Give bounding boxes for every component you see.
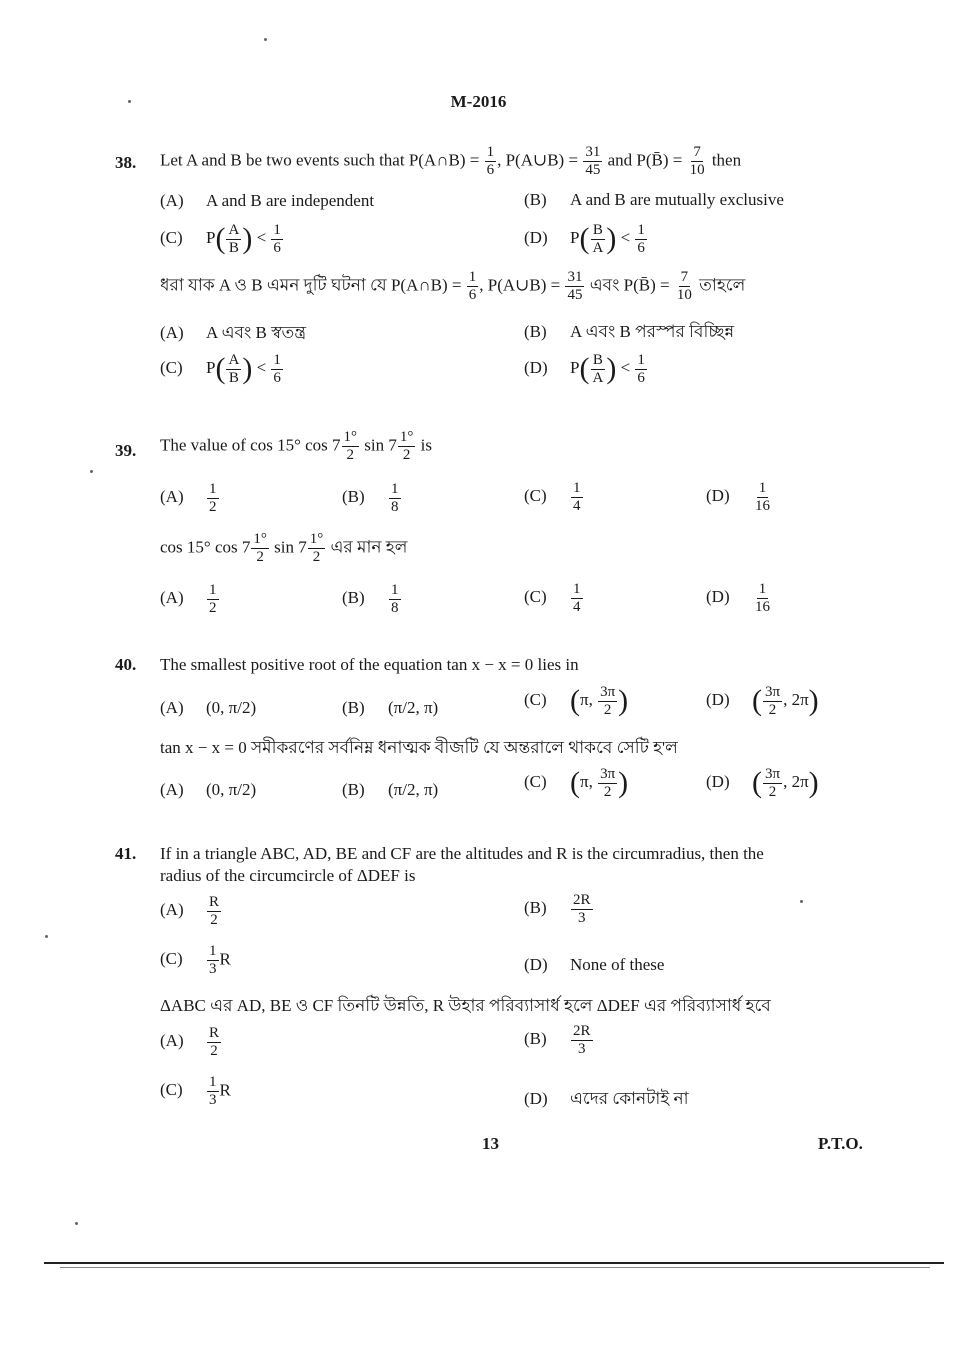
option-b: (B) A and B are mutually exclusive [524,190,784,209]
option-a: (A) A and B are independent [160,191,375,210]
question-38-text-bn: ধরা যাক A ও B এমন দুটি ঘটনা যে P(A∩B) = $\frac{1}{6}$ , P(A∪B) = $\frac{31}{45}$ এবং P(B̄) = $\frac{7}{10}$ তাহলে [160,269,746,303]
question-number: 38. [115,153,137,172]
fraction: $\frac{1}{6}$ [486,144,495,178]
scan-speck [128,100,131,103]
option-c: (C) $\frac{1}{4}$ [524,480,581,514]
option-a: (A) (0, π/2) [160,698,257,717]
scan-speck [75,1222,78,1225]
question-41-text-bn: ΔABC এর AD, BE ও CF তিনটি উন্নতি, R উহার পরিব্যাসার্ধ হলে ΔDEF এর পরিব্যাসার্ধ হবে [160,996,771,1015]
option-c-bn: (C) $\frac{1}{4}$ [524,581,581,615]
scan-speck [800,900,803,903]
option-b-bn: (B) $\frac{1}{8}$ [342,582,399,616]
fraction: $\frac{31}{45}$ [585,144,601,178]
option-a: (A) $\frac{1}{2}$ [160,481,217,515]
option-a-bn: (A) (0, π/2) [160,780,257,799]
option-d: (D) ( $\frac{3\pi}{2}$ , 2π) [706,683,819,718]
page-number: 13 [482,1134,499,1153]
option-b: (B) (π/2, π) [342,698,439,717]
option-c-bn: (C) P( $\frac{A}{B}$ ) < $\frac{1}{6}$ [160,351,281,386]
question-41-text-line1: If in a triangle ABC, AD, BE and CF are the altitudes and R is the circumradius, then the [160,844,764,863]
option-d-bn: (D) P( $\frac{B}{A}$ ) < $\frac{1}{6}$ [524,351,645,386]
question-number: 40. [115,655,137,674]
option-c: (C) P( $\frac{A}{B}$ ) < $\frac{1}{6}$ [160,221,281,256]
page-header: M-2016 [450,92,507,111]
option-a-bn: (A) $\frac{R}{2}$ [160,1025,220,1059]
option-d-bn: (D) এদের কোনটাই না [524,1089,689,1108]
option-b: (B) $\frac{1}{8}$ [342,481,399,515]
question-38-text: Let A and B be two events such that P(A∩B) = $\frac{1}{6}$ , P(A∪B) = $\frac{31}{45}$ and P(B̄) = $\frac{7}{10}$ then [160,144,742,178]
option-a-bn: (A) $\frac{1}{2}$ [160,582,217,616]
question-40-text: The smallest positive root of the equation tan x − x = 0 lies in [160,655,579,674]
option-b: (B) $\frac{2R}{3}$ [524,892,591,926]
fraction: $\frac{7}{10}$ [689,144,705,178]
option-d-bn: (D) $\frac{1}{16}$ [706,581,770,615]
option-b-bn: (B) (π/2, π) [342,780,439,799]
question-number: 41. [115,844,137,863]
scan-speck [264,38,267,41]
option-b-bn: (B) A এবং B পরস্পর বিচ্ছিন্ন [524,322,735,341]
option-d: (D) None of these [524,955,665,974]
pto-label: P.T.O. [818,1134,863,1153]
option-d-bn: (D) ( $\frac{3\pi}{2}$ , 2π) [706,765,819,800]
question-number: 39. [115,441,137,460]
option-c-bn: (C) (π, $\frac{3\pi}{2}$ ) [524,765,629,800]
option-c-bn: (C) $\frac{1}{3}$ R [160,1074,231,1108]
question-40-text-bn: tan x − x = 0 সমীকরণের সর্বনিম্ন ধনাত্মক বীজটি যে অন্তরালে থাকবে সেটি হ'ল [160,738,678,757]
option-b-bn: (B) $\frac{2R}{3}$ [524,1023,591,1057]
option-d: (D) P( $\frac{B}{A}$ ) < $\frac{1}{6}$ [524,221,645,256]
scan-speck [45,935,48,938]
option-a: (A) $\frac{R}{2}$ [160,894,220,928]
option-a-bn: (A) A এবং B স্বতন্ত্র [160,323,307,342]
option-c: (C) (π, $\frac{3\pi}{2}$ ) [524,683,629,718]
footer-rule-shadow [60,1267,930,1268]
footer-rule [44,1262,944,1264]
question-39-text-bn: cos 15° cos 7 $\frac{1^\circ}{2}$ sin 7 $\frac{1^\circ}{2}$ এর মান হল [160,531,408,565]
scan-speck [90,470,93,473]
option-c: (C) $\frac{1}{3}$ R [160,943,231,977]
question-39-text: The value of cos 15° cos 7 $\frac{1^\circ}{2}$ sin 7 $\frac{1^\circ}{2}$ is [160,429,432,463]
question-41-text-line2: radius of the circumcircle of ΔDEF is [160,866,416,885]
option-d: (D) $\frac{1}{16}$ [706,480,770,514]
